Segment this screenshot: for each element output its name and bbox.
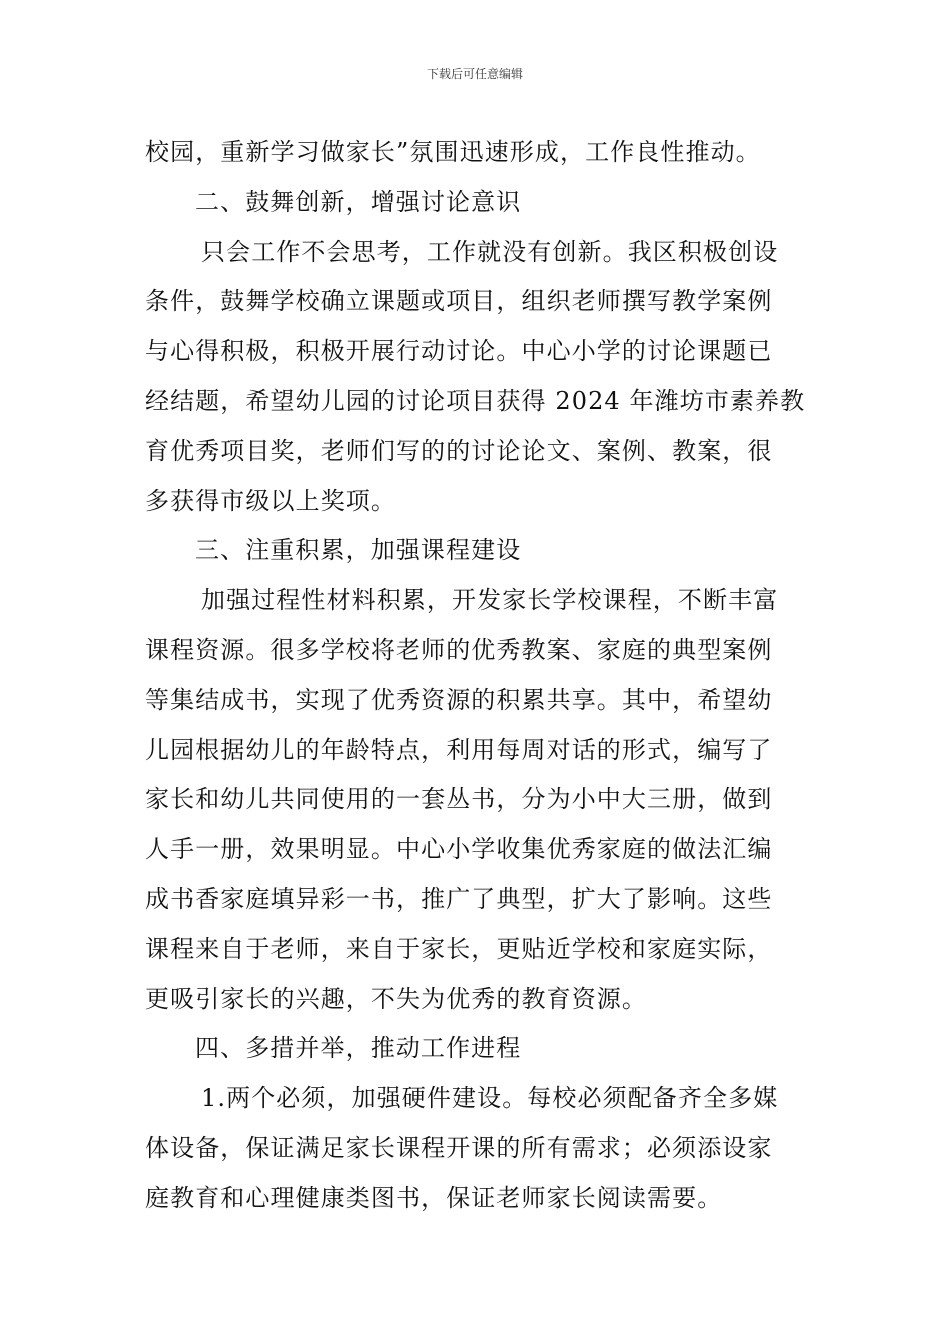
paragraph-line: 条件，鼓舞学校确立课题或项目，组织老师撰写教学案例 (145, 287, 773, 316)
paragraph-line: 校园，重新学习做家长”氛围迅速形成，工作良性推动。 (145, 138, 761, 166)
section-heading: 二、鼓舞创新，增强讨论意识 (195, 187, 522, 216)
paragraph-line: 儿园根据幼儿的年龄特点，利用每周对话的形式，编写了 (145, 735, 773, 764)
paragraph-line: 育优秀项目奖，老师们写的的讨论论文、案例、教案，很 (145, 436, 773, 465)
paragraph-line: 家长和幼儿共同使用的一套丛书，分为小中大三册，做到 (145, 785, 773, 814)
section-heading: 四、多措并举，推动工作进程 (195, 1034, 522, 1063)
paragraph-line: 成书香家庭填异彩一书，推广了典型，扩大了影响。这些 (145, 884, 773, 913)
document-body (145, 128, 805, 1224)
paragraph-line: 加强过程性材料积累，开发家长学校课程，不断丰富 (201, 586, 779, 615)
paragraph-line: 经结题，希望幼儿园的讨论项目获得 2024 年潍坊市素养教 (145, 386, 806, 415)
section-heading: 三、注重积累，加强课程建设 (195, 536, 522, 565)
paragraph-line: 与心得积极，积极开展行动讨论。中心小学的讨论课题已 (145, 337, 773, 366)
paragraph-line: 庭教育和心理健康类图书，保证老师家长阅读需要。 (145, 1183, 723, 1212)
paragraph-line: 更吸引家长的兴趣，不失为优秀的教育资源。 (145, 984, 647, 1013)
paragraph-line: 多获得市级以上奖项。 (145, 486, 396, 515)
header-note: 下载后可任意编辑 (426, 67, 523, 81)
paragraph-line: 只会工作不会思考，工作就没有创新。我区积极创设 (201, 237, 779, 266)
paragraph-line: 人手一册，效果明显。中心小学收集优秀家庭的做法汇编 (145, 835, 773, 864)
paragraph-line: 课程来自于老师，来自于家长，更贴近学校和家庭实际， (145, 934, 773, 963)
paragraph-line: 课程资源。很多学校将老师的优秀教案、家庭的典型案例 (145, 635, 773, 664)
paragraph-line: 体设备，保证满足家长课程开课的所有需求；必须添设家 (145, 1133, 773, 1162)
paragraph-line: 1.两个必须，加强硬件建设。每校必须配备齐全多媒 (201, 1084, 779, 1113)
paragraph-line: 等集结成书，实现了优秀资源的积累共享。其中，希望幼 (145, 685, 773, 714)
